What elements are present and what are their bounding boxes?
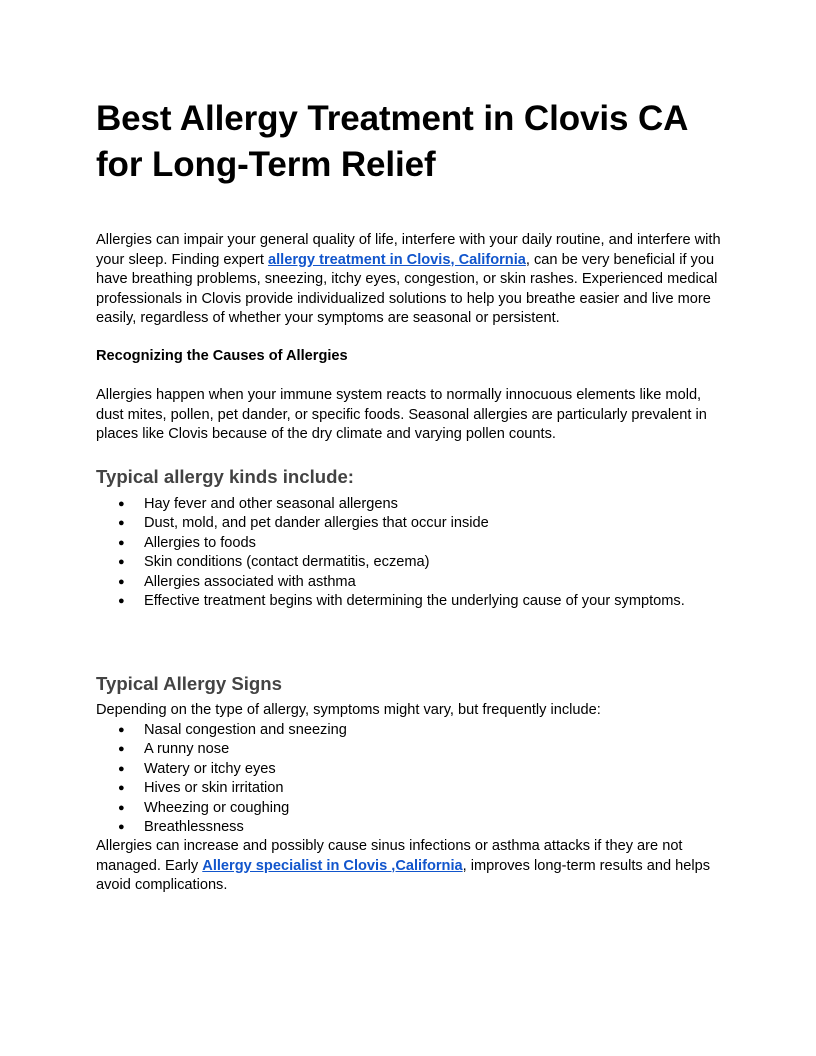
bullet-icon: ●	[118, 762, 125, 775]
allergy-treatment-link[interactable]: allergy treatment in Clovis, California	[267, 251, 526, 268]
list-item: ● A runny nose	[96, 740, 726, 759]
signs-closing-paragraph	[96, 837, 726, 896]
allergy-signs-heading: Typical Allergy Signs	[96, 673, 282, 694]
bullet-icon: ●	[118, 536, 125, 549]
bullet-icon: ●	[118, 782, 125, 795]
closing-text-after-link: , improves long-term results and helps avoid complications.	[96, 857, 711, 893]
list-item: ● Watery or itchy eyes	[96, 760, 726, 779]
intro-text-before-link: Allergies can impair your general quality of life, interfere with your daily routine, and interfere with your sleep. Finding expert	[96, 232, 721, 268]
allergy-signs-list	[96, 721, 726, 837]
intro-paragraph	[96, 231, 726, 329]
list-item: ● Allergies to foods	[96, 534, 726, 553]
list-item: ● Breathlessness	[96, 818, 726, 837]
list-item: ● Nasal congestion and sneezing	[96, 721, 726, 740]
allergy-kinds-list	[96, 495, 726, 611]
closing-text-before-link: Allergies can increase and possibly cause sinus infections or asthma attacks if they are not managed. Early	[96, 838, 683, 874]
page-title: Best Allergy Treatment in Clovis CA for Long-Term Relief	[96, 99, 688, 184]
bullet-icon: ●	[118, 724, 125, 736]
list-item: ● Dust, mold, and pet dander allergies that occur inside	[96, 514, 726, 533]
list-item: ● Hives or skin irritation	[96, 779, 726, 798]
bullet-icon: ●	[118, 595, 125, 608]
causes-heading: Recognizing the Causes of Allergies	[96, 348, 348, 364]
signs-lead: Depending on the type of allergy, symptoms might vary, but frequently include:	[96, 702, 601, 718]
bullet-icon: ●	[118, 821, 125, 834]
list-item: ● Hay fever and other seasonal allergens	[96, 495, 726, 514]
bullet-icon: ●	[118, 575, 125, 588]
bullet-icon: ●	[118, 556, 125, 569]
list-item: ● Wheezing or coughing	[96, 799, 726, 818]
list-item: ● Skin conditions (contact dermatitis, eczema)	[96, 553, 726, 572]
causes-paragraph: Allergies happen when your immune system reacts to normally innocuous elements like mold, dust mites, pollen, pet dander, or specific foods. Seasonal allergies are particularly prevalent in places like Clovis because of the dry climate and varying pollen counts.	[96, 387, 707, 442]
allergy-kinds-heading: Typical allergy kinds include:	[96, 466, 354, 487]
intro-text-after-link: , can be very beneficial if you have breathing problems, sneezing, itchy eyes, congestion, or skin rashes. Experienced medical professionals in Clovis provide individualized solutions to help you breathe easier and live more easily, regardless of whether your symptoms are seasonal or persistent.	[96, 251, 718, 326]
list-item: ● Effective treatment begins with determining the underlying cause of your symptoms.	[96, 592, 726, 611]
bullet-icon: ●	[118, 743, 125, 756]
list-item: ● Allergies associated with asthma	[96, 573, 726, 592]
bullet-icon: ●	[118, 498, 125, 510]
allergy-specialist-link[interactable]: Allergy specialist in Clovis ,California	[202, 857, 463, 874]
bullet-icon: ●	[118, 517, 125, 530]
bullet-icon: ●	[118, 801, 125, 814]
